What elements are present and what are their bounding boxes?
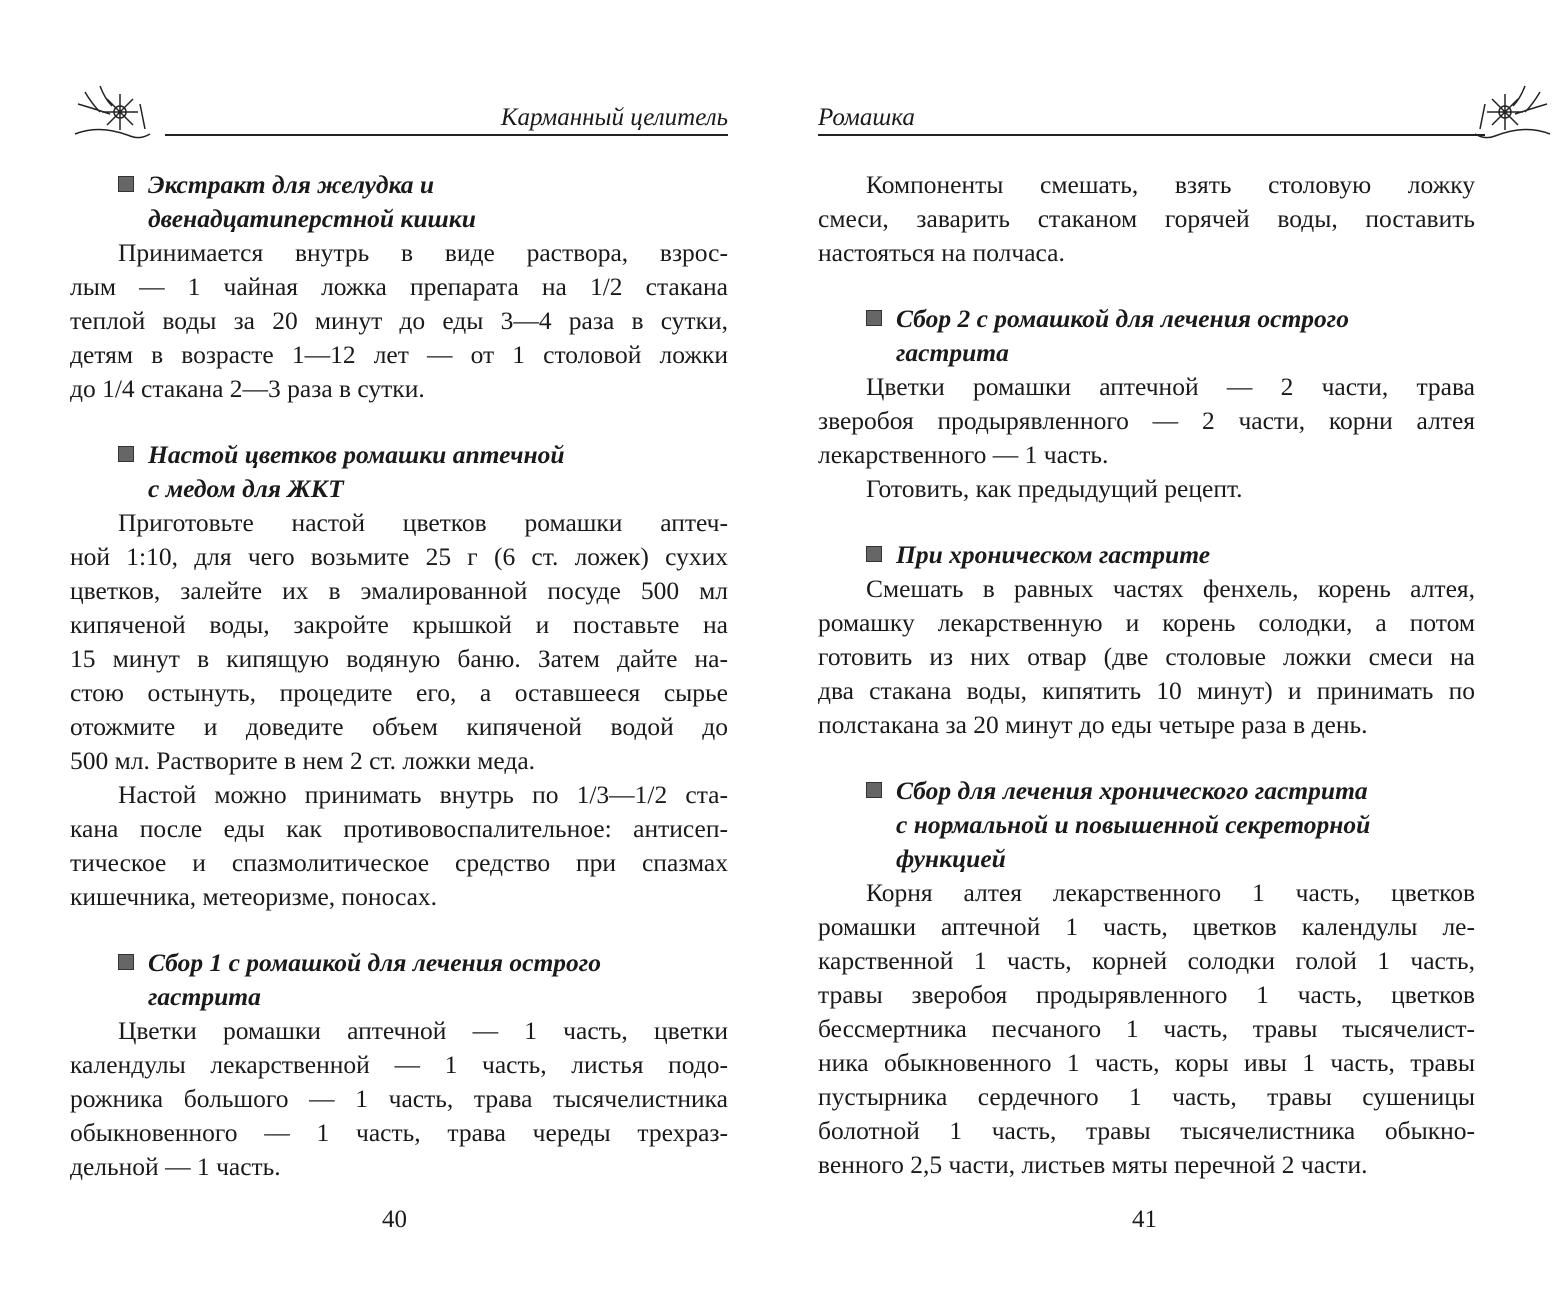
text-line: кипяченой воды, закройте крышкой и поставьте на xyxy=(70,610,728,639)
heading-line xyxy=(818,302,1475,336)
text-line: рожника большого — 1 часть, трава тысячелистника xyxy=(70,1084,728,1113)
heading-line xyxy=(818,842,1475,876)
flower-ornament-icon xyxy=(70,84,160,144)
heading-text: При хроническом гастрите xyxy=(896,540,1211,569)
text-line: обыкновенного — 1 часть, трава череды трехраз- xyxy=(70,1118,728,1147)
text-line: бессмертника песчаного 1 часть, травы тысячелист- xyxy=(818,1014,1475,1043)
square-bullet-icon xyxy=(118,176,134,192)
square-bullet-icon xyxy=(118,954,134,970)
text-line: настояться на полчаса. xyxy=(818,238,1065,267)
running-head: Карманный целитель xyxy=(500,104,728,131)
text-line: карственной 1 часть, корней солодки голой 1 часть, xyxy=(818,946,1475,975)
heading-text: Сбор 1 с ромашкой для лечения острого xyxy=(148,948,601,977)
section-heading xyxy=(818,774,1475,876)
text-line: цветков, залейте их в эмалированной посуде 500 мл xyxy=(70,576,728,605)
recipe-section xyxy=(818,538,1475,742)
square-bullet-icon xyxy=(866,546,882,562)
heading-line xyxy=(70,168,728,202)
heading-text: двенадцатиперстной кишки xyxy=(148,204,476,233)
text-line: два стакана воды, кипятить 10 минут) и принимать по xyxy=(818,676,1475,705)
paragraph xyxy=(818,472,1475,506)
section-heading xyxy=(818,538,1475,572)
text-line: зверобоя продырявленного — 2 части, корни алтея xyxy=(818,406,1475,435)
heading-line xyxy=(70,472,728,506)
text-line: дельной — 1 часть. xyxy=(70,1152,281,1181)
text-line: пустырника сердечного 1 часть, травы сушеницы xyxy=(818,1082,1475,1111)
recipe-section xyxy=(70,168,728,406)
paragraph xyxy=(818,572,1475,742)
heading-line xyxy=(70,980,728,1014)
text-line: ромашки аптечной 1 часть, цветков календулы ле- xyxy=(818,912,1475,941)
text-line: болотной 1 часть, травы тысячелистника обыкно- xyxy=(818,1116,1475,1145)
text-line: кана после еды как противовоспалительное: антисеп- xyxy=(70,814,728,843)
paragraph xyxy=(70,506,728,778)
paragraph xyxy=(70,778,728,914)
section-heading xyxy=(70,168,728,236)
square-bullet-icon xyxy=(866,310,882,326)
recipe-section xyxy=(70,946,728,1184)
text-line: полстакана за 20 минут до еды четыре раза в день. xyxy=(818,710,1368,739)
heading-line xyxy=(818,336,1475,370)
square-bullet-icon xyxy=(866,782,882,798)
paragraph xyxy=(70,1014,728,1184)
recipe-section xyxy=(818,168,1475,270)
text-line: смеси, заварить стаканом горячей воды, поставить xyxy=(818,204,1475,233)
paragraph xyxy=(818,168,1475,270)
heading-text: Сбор 2 с ромашкой для лечения острого xyxy=(896,304,1349,333)
heading-text: Настой цветков ромашки аптечной xyxy=(148,440,565,469)
recipe-section xyxy=(818,774,1475,1182)
text-line: Цветки ромашки аптечной — 2 части, трава xyxy=(866,372,1475,401)
text-line: венного 2,5 части, листьев мяты перечной 2 части. xyxy=(818,1150,1368,1179)
heading-text: с нормальной и повышенной секреторной xyxy=(896,810,1371,839)
heading-line xyxy=(818,808,1475,842)
text-line: Цветки ромашки аптечной — 1 часть, цветки xyxy=(118,1016,728,1045)
heading-text: гастрита xyxy=(896,338,1009,367)
left-page xyxy=(70,0,728,1301)
page-number: 40 xyxy=(382,1206,407,1233)
text-line: детям в возрасте 1—12 лет — от 1 столовой ложки xyxy=(70,340,728,369)
heading-line xyxy=(70,946,728,980)
text-line: лекарственного — 1 часть. xyxy=(818,440,1109,469)
text-line: ника обыкновенного 1 часть, коры ивы 1 часть, травы xyxy=(818,1048,1475,1077)
paragraph xyxy=(818,370,1475,472)
section-heading xyxy=(70,946,728,1014)
heading-text: функцией xyxy=(896,844,1006,873)
header-rule xyxy=(818,134,1485,136)
section-heading xyxy=(818,302,1475,370)
heading-text: Экстракт для желудка и xyxy=(148,170,435,199)
heading-line xyxy=(818,538,1475,572)
running-head: Ромашка xyxy=(818,104,915,131)
text-line: до 1/4 стакана 2—3 раза в сутки. xyxy=(70,374,425,403)
text-line: Компоненты смешать, взять столовую ложку xyxy=(866,170,1475,199)
recipe-section xyxy=(818,302,1475,506)
text-line: Принимается внутрь в виде раствора, взрос- xyxy=(118,238,728,267)
heading-text: Сбор для лечения хронического гастрита xyxy=(896,776,1368,805)
text-line: отожмите и доведите объем кипяченой водой до xyxy=(70,712,728,741)
text-line: стою остынуть, процедите его, а оставшееся сырье xyxy=(70,678,728,707)
text-line: готовить из них отвар (две столовые ложки смеси на xyxy=(818,642,1475,671)
text-line: тическое и спазмолитическое средство при спазмах xyxy=(70,848,728,877)
text-line: теплой воды за 20 минут до еды 3—4 раза в сутки, xyxy=(70,306,728,335)
text-line: Приготовьте настой цветков ромашки аптеч- xyxy=(118,508,728,537)
heading-text: гастрита xyxy=(148,982,261,1011)
text-line: 500 мл. Растворите в нем 2 ст. ложки меда. xyxy=(70,746,536,775)
header-rule xyxy=(165,134,728,136)
paragraph xyxy=(818,876,1475,1182)
text-line: ной 1:10, для чего возьмите 25 г (6 ст. ложек) сухих xyxy=(70,542,728,571)
recipe-section xyxy=(70,438,728,914)
page-content xyxy=(70,168,728,1216)
text-line: травы зверобоя продырявленного 1 часть, цветков xyxy=(818,980,1475,1009)
right-page xyxy=(818,0,1475,1301)
text-line: Настой можно принимать внутрь по 1/3—1/2 ста- xyxy=(118,780,728,809)
text-line: Корня алтея лекарственного 1 часть, цветков xyxy=(866,878,1475,907)
text-line: 15 минут в кипящую водяную баню. Затем дайте на- xyxy=(70,644,728,673)
section-heading xyxy=(70,438,728,506)
heading-line xyxy=(70,202,728,236)
heading-line xyxy=(818,774,1475,808)
paragraph xyxy=(70,236,728,406)
page-content xyxy=(818,168,1475,1214)
page-number: 41 xyxy=(1132,1206,1157,1233)
text-line: календулы лекарственной — 1 часть, листья подо- xyxy=(70,1050,728,1079)
square-bullet-icon xyxy=(118,446,134,462)
heading-line xyxy=(70,438,728,472)
text-line: кишечника, метеоризме, поносах. xyxy=(70,882,438,911)
text-line: Готовить, как предыдущий рецепт. xyxy=(866,474,1243,503)
text-line: Смешать в равных частях фенхель, корень алтея, xyxy=(866,574,1475,603)
heading-text: с медом для ЖКТ xyxy=(148,474,344,503)
text-line: лым — 1 чайная ложка препарата на 1/2 стакана xyxy=(70,272,728,301)
text-line: ромашку лекарственную и корень солодки, а потом xyxy=(818,608,1475,637)
